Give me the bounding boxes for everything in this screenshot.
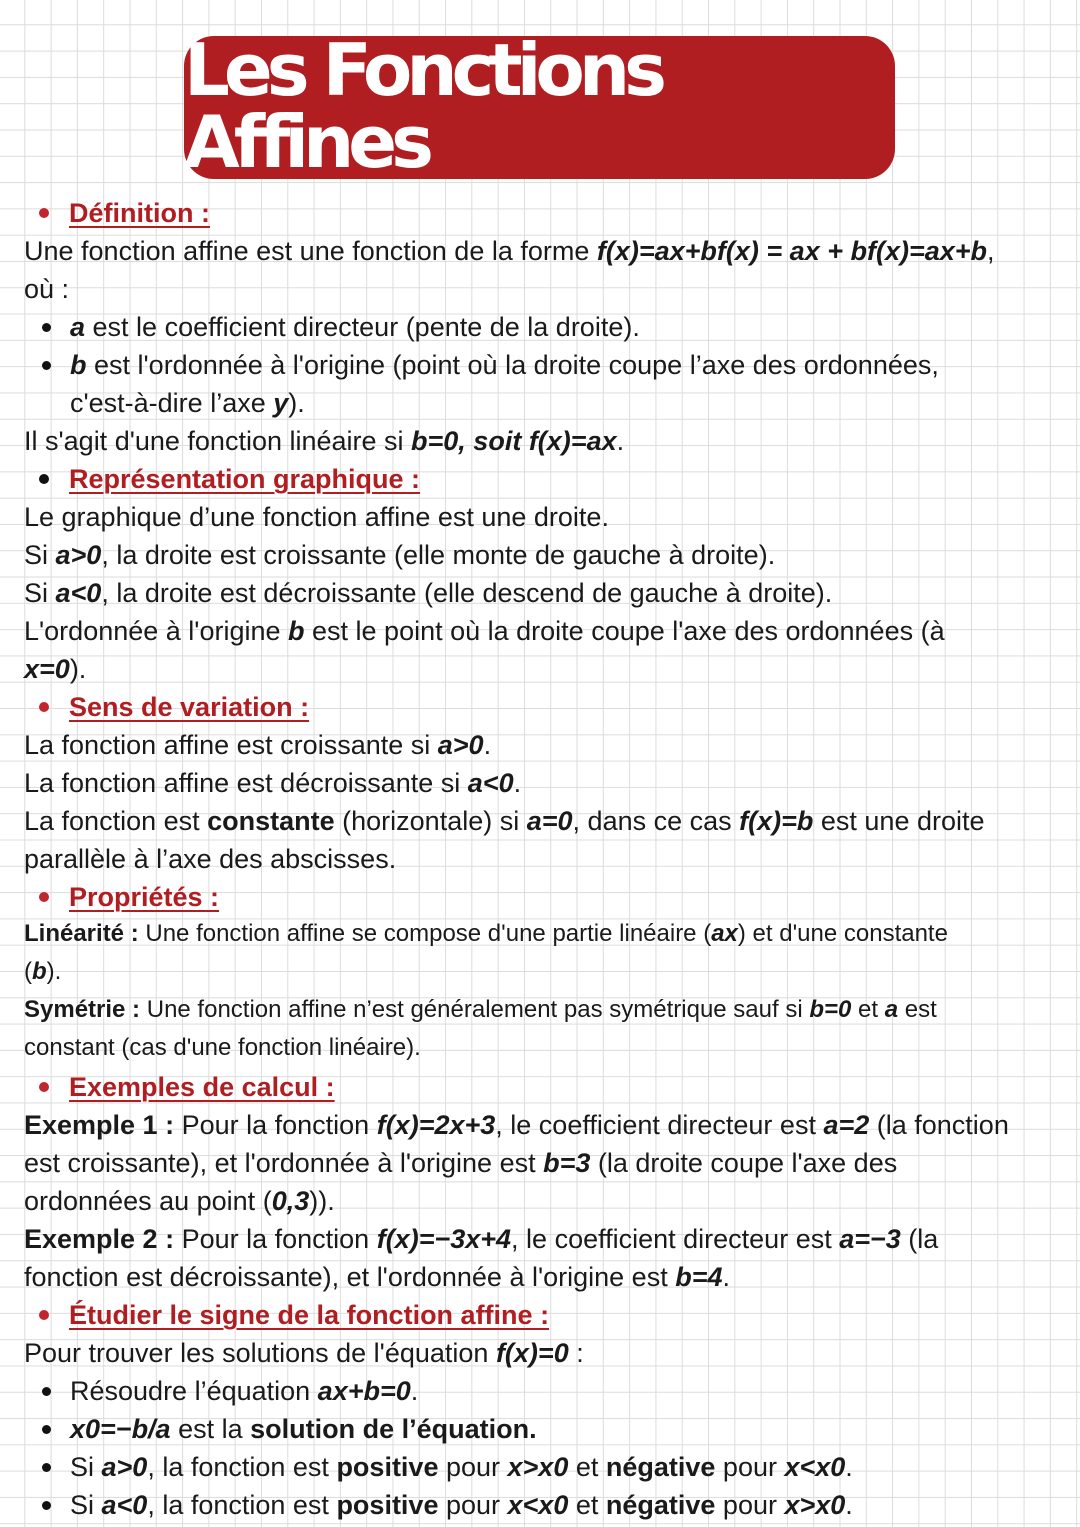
text-line — [24, 1106, 1064, 1144]
text: )). — [309, 1186, 335, 1216]
definition-line — [24, 232, 1064, 270]
formula: f(x)=2x+3 — [376, 1110, 496, 1140]
heading-text: Sens de variation : — [69, 692, 310, 722]
formula: x0=−b/a — [70, 1414, 171, 1444]
formula: a=0 — [526, 806, 573, 836]
text: . — [722, 1262, 730, 1292]
title-banner — [184, 27, 895, 184]
text: est croissante), et l'ordonnée à l'origine est — [24, 1148, 544, 1178]
formula: 0,3 — [271, 1186, 310, 1216]
formula: f(x)=ax+bf(x) = ax + bf(x)=ax+b — [596, 236, 988, 266]
text: . — [410, 1376, 419, 1406]
list-item — [24, 1486, 1064, 1524]
text-line — [24, 726, 1064, 764]
bullet-icon — [42, 361, 51, 370]
text-line: constant (cas d'une fonction linéaire). — [24, 1034, 421, 1061]
formula: a<0 — [467, 768, 514, 798]
heading-text: Représentation graphique : — [69, 464, 421, 494]
text: Résoudre l’équation — [70, 1376, 318, 1406]
text: Si — [24, 540, 56, 570]
text: Si — [70, 1490, 102, 1520]
text: ( — [24, 958, 32, 985]
formula: x<x0 — [507, 1490, 569, 1520]
text: (la fonction — [869, 1110, 1009, 1140]
text: . — [845, 1452, 853, 1482]
label: Exemple 1 : — [24, 1110, 175, 1140]
text: Il s'agit d'une fonction linéaire si — [24, 426, 412, 456]
variable: ax — [711, 920, 738, 947]
bold-term: positive — [336, 1490, 439, 1520]
text: Pour la fonction — [174, 1224, 377, 1254]
formula: a>0 — [437, 730, 484, 760]
bullet-icon — [39, 892, 49, 902]
list-item — [24, 1372, 1064, 1410]
text: et — [568, 1490, 606, 1520]
formula: a>0 — [55, 540, 102, 570]
text: (horizontale) si — [334, 806, 527, 836]
text-line — [24, 764, 1064, 802]
list-item — [24, 1410, 1064, 1448]
variable: b — [70, 350, 87, 380]
text: ordonnées au point ( — [24, 1186, 272, 1216]
bullet-icon — [39, 702, 49, 712]
text: ). — [46, 958, 62, 985]
label: Symétrie : — [24, 996, 141, 1023]
formula: x=0 — [24, 654, 70, 684]
bullet-icon — [42, 1463, 51, 1472]
text: est une droite — [813, 806, 985, 836]
bullet-icon — [42, 1425, 51, 1434]
text: La fonction affine est décroissante si — [24, 768, 468, 798]
bullet-icon — [39, 208, 49, 218]
formula: b=3 — [543, 1148, 591, 1178]
variable: b — [288, 616, 305, 646]
text-line — [24, 954, 1064, 992]
text: L'ordonnée à l'origine — [24, 616, 289, 646]
formula: b=0, soit f(x)=ax — [411, 426, 617, 456]
text-line — [24, 612, 1064, 650]
heading-text: Exemples de calcul : — [69, 1072, 335, 1102]
text-line — [24, 802, 1064, 840]
text: , le coefficient directeur est — [511, 1224, 840, 1254]
text: pour — [438, 1490, 508, 1520]
heading-text: Étudier le signe de la fonction affine : — [69, 1300, 550, 1330]
variable: a — [70, 312, 86, 342]
section-heading-sign — [24, 1296, 1064, 1334]
section-heading-variation — [24, 688, 1064, 726]
text: Si — [70, 1452, 102, 1482]
bold-term: constante — [207, 806, 335, 836]
formula: a<0 — [101, 1490, 148, 1520]
text: est le point où la droite coupe l'axe des ordonnées (à — [304, 616, 945, 646]
bullet-icon — [42, 1501, 51, 1510]
text: est le coefficient directeur (pente de la droite). — [85, 312, 640, 342]
bold-term: positive — [336, 1452, 439, 1482]
text: (la — [900, 1224, 939, 1254]
text: est la — [170, 1414, 251, 1444]
text-line — [24, 1144, 1064, 1182]
formula: a=−3 — [839, 1224, 901, 1254]
text: pour — [715, 1490, 785, 1520]
text: est l'ordonnée à l'origine (point où la droite coupe l’axe des ordonnées, — [86, 350, 939, 380]
text: pour — [438, 1452, 508, 1482]
bold-term: négative — [605, 1490, 716, 1520]
text: , dans ce cas — [572, 806, 740, 836]
text-line — [24, 536, 1064, 574]
section-heading-definition — [24, 194, 1064, 232]
text: , le coefficient directeur est — [495, 1110, 824, 1140]
text: fonction est décroissante), et l'ordonnée à l'origine est — [24, 1262, 676, 1292]
text: , la fonction est — [147, 1452, 337, 1482]
linear-note — [24, 422, 1064, 460]
section-heading-properties — [24, 878, 1064, 916]
text: Une fonction affine n’est généralement pas symétrique sauf si — [140, 996, 810, 1023]
text: et — [851, 996, 885, 1023]
bold-term: négative — [605, 1452, 716, 1482]
variable: a — [884, 996, 899, 1023]
list-item — [24, 308, 1064, 346]
formula: b=0 — [809, 996, 852, 1023]
document-body — [24, 194, 1064, 1524]
text-line — [24, 992, 1064, 1030]
text: : — [568, 1338, 584, 1368]
text: . — [845, 1490, 853, 1520]
text-line — [24, 650, 1064, 688]
bold-term: solution de l’équation. — [250, 1414, 537, 1444]
text-line — [24, 1334, 1064, 1372]
text: , la fonction est — [147, 1490, 337, 1520]
label: Linéarité : — [24, 920, 139, 947]
bullet-icon — [42, 1387, 51, 1396]
heading-text: Propriétés : — [69, 882, 220, 912]
text: , la droite est décroissante (elle descend de gauche à droite). — [101, 578, 833, 608]
text: Pour la fonction — [174, 1110, 377, 1140]
text-line — [24, 1258, 1064, 1296]
text: Si — [24, 578, 56, 608]
text: Une fonction affine est une fonction de la forme — [24, 236, 597, 266]
text-line — [24, 1182, 1064, 1220]
text: Une fonction affine se compose d'une partie linéaire ( — [138, 920, 712, 947]
section-heading-examples — [24, 1068, 1064, 1106]
heading-text: Définition : — [69, 198, 210, 228]
variable: b — [32, 958, 47, 985]
formula: f(x)=0 — [495, 1338, 569, 1368]
text: La fonction est — [24, 806, 208, 836]
page-title: Les Fonctions Affines — [184, 27, 661, 184]
formula: x>x0 — [784, 1490, 846, 1520]
variable: y — [273, 388, 289, 418]
formula: f(x)=b — [739, 806, 814, 836]
formula: a<0 — [55, 578, 102, 608]
text: , la droite est croissante (elle monte de gauche à droite). — [101, 540, 776, 570]
formula: f(x)=−3x+4 — [376, 1224, 512, 1254]
text: ). — [288, 388, 305, 418]
label: Exemple 2 : — [24, 1224, 175, 1254]
text: ) et d'une constante — [737, 920, 948, 947]
text: La fonction affine est croissante si — [24, 730, 438, 760]
text: . — [616, 426, 625, 456]
formula: a=2 — [823, 1110, 870, 1140]
section-heading-representation — [24, 460, 1064, 498]
text-line — [24, 916, 1064, 954]
bullet-icon — [39, 1310, 49, 1320]
text: et — [568, 1452, 606, 1482]
text: . — [513, 768, 522, 798]
bullet-icon — [39, 474, 49, 484]
text-line — [24, 574, 1064, 612]
bullet-icon — [42, 323, 51, 332]
list-item — [24, 1448, 1064, 1486]
text: pour — [715, 1452, 785, 1482]
text: est — [898, 996, 937, 1023]
bullet-icon — [39, 1082, 49, 1092]
text-line: Le graphique d’une fonction affine est une droite. — [24, 502, 609, 532]
formula: ax+b=0 — [317, 1376, 411, 1406]
formula: a>0 — [101, 1452, 148, 1482]
formula: x<x0 — [784, 1452, 846, 1482]
text: (la droite coupe l'axe des — [590, 1148, 898, 1178]
list-item — [24, 346, 1064, 422]
text-line — [24, 1220, 1064, 1258]
formula: b=4 — [675, 1262, 723, 1292]
text: ). — [69, 654, 87, 684]
text-line: parallèle à l’axe des abscisses. — [24, 844, 397, 874]
text: , — [987, 236, 995, 266]
text: c'est-à-dire l’axe — [70, 388, 274, 418]
text: . — [483, 730, 492, 760]
definition-line-2: où : — [24, 274, 70, 304]
formula: x>x0 — [507, 1452, 569, 1482]
text: Pour trouver les solutions de l'équation — [24, 1338, 496, 1368]
